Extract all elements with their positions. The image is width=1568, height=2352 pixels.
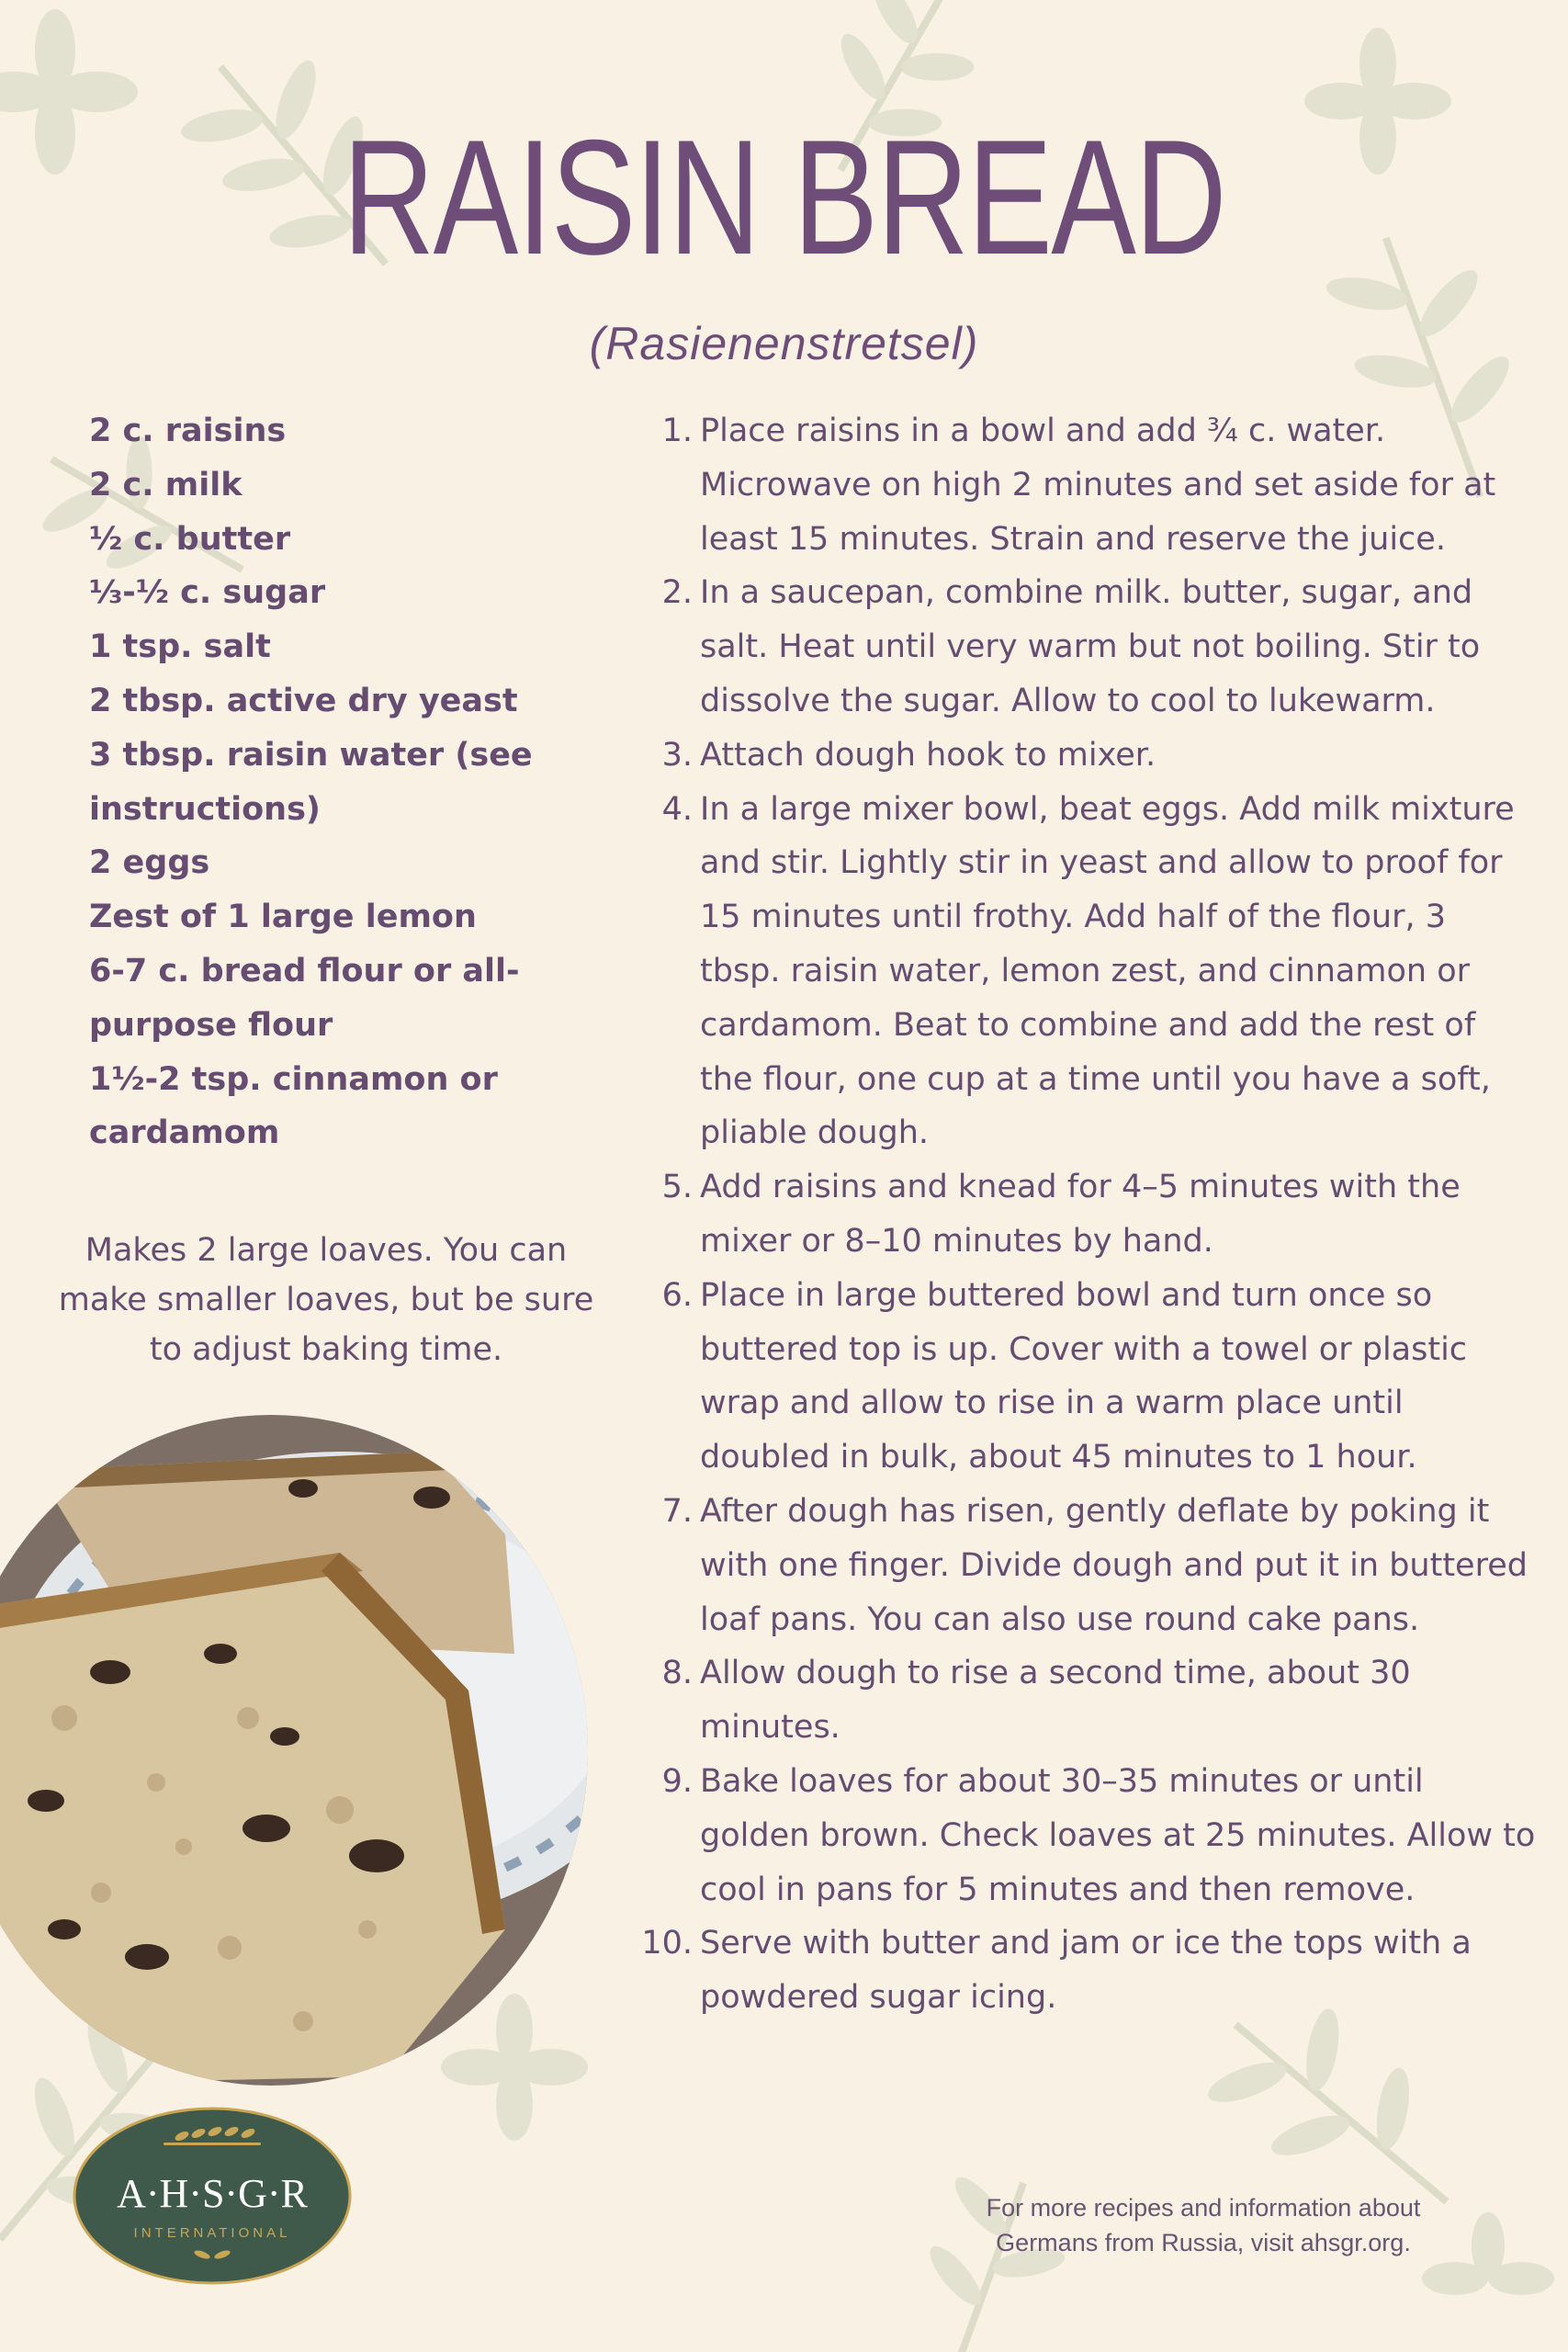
step-number: 10. [641, 1925, 693, 1962]
instruction-step [654, 1485, 1536, 1646]
step-number: 4. [661, 790, 693, 828]
instruction-step [654, 1269, 1536, 1485]
step-text: Allow dough to rise a second time, about 30 minutes. [700, 1655, 1411, 1747]
instruction-list [641, 404, 1536, 2025]
step-text: Bake loaves for about 30–35 minutes or until golden brown. Check loaves at 25 minutes. Allow to cool in pans for 5 minutes and then remove. [700, 1762, 1536, 1908]
ingredient-item: 2 tbsp. active dry yeast [89, 682, 518, 719]
instruction-step [654, 566, 1536, 728]
ahsgr-logo [72, 2106, 353, 2286]
ingredient-list [89, 404, 567, 1160]
step-text: After dough has risen, gently deflate by poking it with one finger. Divide dough and put it in buttered loaf pans. You can also use round cake pans. [700, 1492, 1528, 1638]
footer-note: For more recipes and information about Germans from Russia, visit ahsgr.org. [986, 2194, 1421, 2256]
ingredient-item: 2 eggs [89, 844, 210, 882]
ingredient-item: 1 tsp. salt [89, 628, 271, 666]
instruction-step [654, 1646, 1536, 1755]
ingredient-item: 2 c. raisins [89, 413, 287, 449]
step-number: 5. [661, 1169, 693, 1206]
instruction-step [641, 1917, 1536, 2025]
instruction-step [654, 404, 1536, 566]
step-text: Place in large buttered bowl and turn once so buttered top is up. Cover with a towel or plastic wrap and allow to rise in a warm place until doubled in bulk, about 45 minutes to 1 hour. [700, 1276, 1468, 1476]
step-number: 6. [661, 1276, 693, 1314]
ingredient-item: ⅓-½ c. sugar [89, 574, 326, 612]
step-number: 8. [661, 1655, 693, 1692]
ingredient-item: 1½-2 tsp. cinnamon or cardamom [89, 1060, 498, 1152]
ingredient-item: 2 c. milk [89, 466, 243, 503]
step-text: Add raisins and knead for 4–5 minutes with the mixer or 8–10 minutes by hand. [700, 1169, 1461, 1260]
instruction-step [654, 1160, 1536, 1269]
step-text: In a large mixer bowl, beat eggs. Add milk mixture and stir. Lightly stir in yeast and allow to proof for 15 minutes until frothy. Add half of the flour, 3 tbsp. raisin water, lemon zest, and cinnamon or cardamom. Beat to combine and add the rest of the flour, one cup at a time until you have a soft, pliable dough. [700, 790, 1515, 1152]
step-text: Serve with butter and jam or ice the tops with a powdered sugar icing. [700, 1925, 1472, 2017]
ingredient-item: Zest of 1 large lemon [89, 899, 477, 936]
step-number: 9. [661, 1762, 693, 1800]
step-text: Place raisins in a bowl and add ¾ c. water. Microwave on high 2 minutes and set aside for at least 15 minutes. Strain and reserve the juice. [700, 413, 1496, 558]
page-title: RAISIN BREAD [342, 106, 1226, 288]
step-number: 3. [661, 736, 693, 774]
ingredient-item: 6-7 c. bread flour or all-purpose flour [89, 952, 520, 1044]
instruction-step [654, 1755, 1536, 1917]
instruction-step [654, 783, 1536, 1161]
step-text: In a saucepan, combine milk. butter, sugar, and salt. Heat until very warm but not boiling. Stir to dissolve the sugar. Allow to cool to lukewarm. [700, 574, 1481, 719]
ingredient-item: ½ c. butter [89, 520, 291, 558]
ingredient-item: 3 tbsp. raisin water (see instructions) [89, 736, 533, 828]
step-number: 1. [661, 413, 693, 449]
step-number: 7. [661, 1492, 693, 1530]
yield-note: Makes 2 large loaves. You can make smaller loaves, but be sure to adjust baking time. [58, 1232, 594, 1368]
logo-name: A·H·S·G·R [117, 2171, 308, 2216]
step-text: Attach dough hook to mixer. [700, 736, 1156, 774]
step-number: 2. [661, 574, 693, 612]
page-subtitle: (Rasienenstretsel) [589, 318, 979, 369]
instruction-step [654, 729, 1536, 783]
logo-sub: INTERNATIONAL [133, 2225, 291, 2241]
